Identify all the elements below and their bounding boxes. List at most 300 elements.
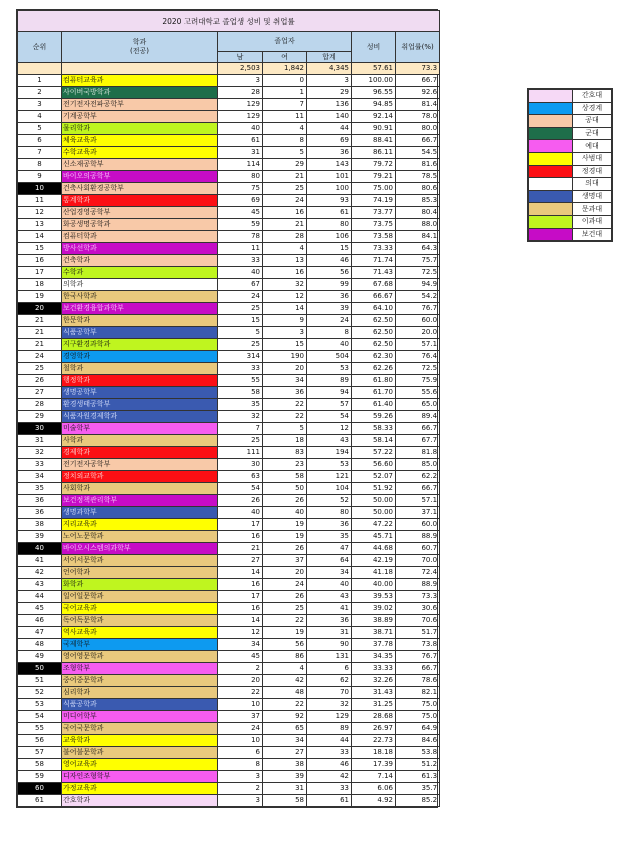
- employment-cell: 55.6: [396, 387, 440, 399]
- ratio-cell: 96.55: [352, 87, 396, 99]
- summary-total: 4,345: [307, 63, 352, 75]
- employment-cell: 94.9: [396, 279, 440, 291]
- department-cell: 체육교육과: [62, 135, 218, 147]
- female-cell: 22: [263, 699, 307, 711]
- employment-cell: 72.5: [396, 267, 440, 279]
- rank-cell: 61: [18, 795, 62, 807]
- male-cell: 14: [218, 567, 263, 579]
- rank-cell: 60: [18, 783, 62, 795]
- ratio-cell: 33.33: [352, 663, 396, 675]
- male-cell: 3: [218, 75, 263, 87]
- employment-cell: 76.7: [396, 651, 440, 663]
- female-cell: 24: [263, 579, 307, 591]
- male-cell: 17: [218, 519, 263, 531]
- table-row: [18, 183, 440, 195]
- department-cell: 서어서문학과: [62, 555, 218, 567]
- male-cell: 28: [218, 87, 263, 99]
- rank-cell: 39: [18, 531, 62, 543]
- total-cell: 24: [307, 315, 352, 327]
- female-cell: 86: [263, 651, 307, 663]
- total-cell: 129: [307, 711, 352, 723]
- female-cell: 14: [263, 303, 307, 315]
- table-row: [18, 579, 440, 591]
- employment-cell: 73.3: [396, 591, 440, 603]
- legend-item: [529, 215, 612, 228]
- employment-cell: 88.0: [396, 219, 440, 231]
- female-cell: 20: [263, 363, 307, 375]
- total-cell: 46: [307, 759, 352, 771]
- legend-item: [529, 115, 612, 128]
- rank-cell: 8: [18, 159, 62, 171]
- department-cell: 국제학부: [62, 639, 218, 651]
- rank-cell: 28: [18, 399, 62, 411]
- female-cell: 56: [263, 639, 307, 651]
- ratio-cell: 73.77: [352, 207, 396, 219]
- department-cell: 통계학과: [62, 195, 218, 207]
- female-cell: 92: [263, 711, 307, 723]
- ratio-cell: 67.68: [352, 279, 396, 291]
- female-cell: 34: [263, 735, 307, 747]
- table-row: [18, 447, 440, 459]
- male-cell: 59: [218, 219, 263, 231]
- table-row: [18, 207, 440, 219]
- table-row: [18, 111, 440, 123]
- male-cell: 6: [218, 747, 263, 759]
- legend-label: 보건대: [573, 228, 612, 241]
- total-cell: 131: [307, 651, 352, 663]
- department-cell: 디자인조형학부: [62, 771, 218, 783]
- employment-cell: 57.1: [396, 339, 440, 351]
- legend-table: [528, 89, 612, 241]
- male-cell: 5: [218, 327, 263, 339]
- female-cell: 22: [263, 615, 307, 627]
- legend-label: 정경대: [573, 165, 612, 178]
- female-cell: 15: [263, 339, 307, 351]
- female-cell: 19: [263, 519, 307, 531]
- department-cell: 식품공학과: [62, 699, 218, 711]
- male-cell: 17: [218, 591, 263, 603]
- department-cell: 한국사학과: [62, 291, 218, 303]
- legend-color-swatch: [529, 165, 573, 178]
- table-row: [18, 399, 440, 411]
- female-cell: 24: [263, 195, 307, 207]
- male-cell: 24: [218, 291, 263, 303]
- table-row: [18, 279, 440, 291]
- ratio-cell: 56.60: [352, 459, 396, 471]
- employment-cell: 80.0: [396, 123, 440, 135]
- female-cell: 7: [263, 99, 307, 111]
- female-cell: 40: [263, 507, 307, 519]
- ratio-cell: 74.19: [352, 195, 396, 207]
- rank-cell: 9: [18, 171, 62, 183]
- employment-cell: 60.0: [396, 315, 440, 327]
- female-cell: 19: [263, 627, 307, 639]
- total-cell: 106: [307, 231, 352, 243]
- employment-cell: 85.0: [396, 459, 440, 471]
- table-row: [18, 699, 440, 711]
- total-cell: 40: [307, 579, 352, 591]
- legend-label: 군대: [573, 127, 612, 140]
- female-cell: 31: [263, 783, 307, 795]
- ratio-cell: 73.75: [352, 219, 396, 231]
- legend-color-swatch: [529, 115, 573, 128]
- header-total: 합계: [307, 52, 352, 63]
- rank-cell: 29: [18, 411, 62, 423]
- table-row: [18, 591, 440, 603]
- total-cell: 61: [307, 207, 352, 219]
- male-cell: 54: [218, 483, 263, 495]
- table-row: [18, 543, 440, 555]
- employment-cell: 88.9: [396, 579, 440, 591]
- department-cell: 전기전자공학부: [62, 459, 218, 471]
- rank-cell: 14: [18, 231, 62, 243]
- female-cell: 38: [263, 759, 307, 771]
- table-row: [18, 495, 440, 507]
- ratio-cell: 90.91: [352, 123, 396, 135]
- employment-cell: 72.4: [396, 567, 440, 579]
- legend-item: [529, 102, 612, 115]
- college-color-legend: [527, 88, 613, 242]
- table-row: [18, 687, 440, 699]
- male-cell: 8: [218, 759, 263, 771]
- table-row: [18, 75, 440, 87]
- legend-color-swatch: [529, 90, 573, 103]
- employment-cell: 70.0: [396, 555, 440, 567]
- summary-female: 1,842: [263, 63, 307, 75]
- employment-cell: 51.7: [396, 627, 440, 639]
- female-cell: 65: [263, 723, 307, 735]
- rank-cell: 20: [18, 303, 62, 315]
- ratio-cell: 31.43: [352, 687, 396, 699]
- employment-cell: 37.1: [396, 507, 440, 519]
- header-employment: 취업률(%): [396, 32, 440, 63]
- table-row: [18, 375, 440, 387]
- rank-cell: 56: [18, 735, 62, 747]
- table-row: [18, 531, 440, 543]
- ratio-cell: 71.43: [352, 267, 396, 279]
- total-cell: 31: [307, 627, 352, 639]
- female-cell: 29: [263, 159, 307, 171]
- employment-cell: 66.7: [396, 663, 440, 675]
- employment-cell: 54.5: [396, 147, 440, 159]
- ratio-cell: 42.19: [352, 555, 396, 567]
- ratio-cell: 61.80: [352, 375, 396, 387]
- male-cell: 58: [218, 387, 263, 399]
- ratio-cell: 39.53: [352, 591, 396, 603]
- table-row: [18, 759, 440, 771]
- header-department: [62, 32, 218, 63]
- department-cell: 보건정책관리학부: [62, 495, 218, 507]
- header-graduates: 졸업자: [218, 32, 352, 52]
- department-cell: 간호학과: [62, 795, 218, 807]
- department-cell: 식품자원경제학과: [62, 411, 218, 423]
- department-cell: 미디어학부: [62, 711, 218, 723]
- header-male: 남: [218, 52, 263, 63]
- rank-cell: 10: [18, 183, 62, 195]
- employment-cell: 81.6: [396, 159, 440, 171]
- table-row: [18, 615, 440, 627]
- female-cell: 11: [263, 111, 307, 123]
- ratio-cell: 32.26: [352, 675, 396, 687]
- ratio-cell: 61.70: [352, 387, 396, 399]
- female-cell: 22: [263, 399, 307, 411]
- employment-cell: 60.0: [396, 519, 440, 531]
- summary-row: [18, 63, 440, 75]
- male-cell: 16: [218, 579, 263, 591]
- table-row: [18, 351, 440, 363]
- rank-cell: 18: [18, 279, 62, 291]
- legend-item: [529, 190, 612, 203]
- rank-cell: 45: [18, 603, 62, 615]
- department-cell: 사회학과: [62, 483, 218, 495]
- table-row: [18, 435, 440, 447]
- female-cell: 27: [263, 747, 307, 759]
- male-cell: 30: [218, 459, 263, 471]
- summary-male: 2,503: [218, 63, 263, 75]
- department-cell: 독어독문학과: [62, 615, 218, 627]
- ratio-cell: 50.00: [352, 507, 396, 519]
- table-row: [18, 519, 440, 531]
- rank-cell: 7: [18, 147, 62, 159]
- female-cell: 83: [263, 447, 307, 459]
- female-cell: 3: [263, 327, 307, 339]
- male-cell: 33: [218, 255, 263, 267]
- department-cell: 영어영문학과: [62, 651, 218, 663]
- department-cell: 일어일문학과: [62, 591, 218, 603]
- table-row: [18, 783, 440, 795]
- department-cell: 경영학과: [62, 351, 218, 363]
- male-cell: 32: [218, 411, 263, 423]
- total-cell: 99: [307, 279, 352, 291]
- male-cell: 33: [218, 363, 263, 375]
- female-cell: 8: [263, 135, 307, 147]
- employment-cell: 89.4: [396, 411, 440, 423]
- ratio-cell: 66.67: [352, 291, 396, 303]
- employment-cell: 51.2: [396, 759, 440, 771]
- ratio-cell: 75.00: [352, 183, 396, 195]
- total-cell: 89: [307, 723, 352, 735]
- department-cell: 바이오시스템의과학부: [62, 543, 218, 555]
- female-cell: 26: [263, 591, 307, 603]
- table-row: [18, 135, 440, 147]
- department-cell: 영어교육과: [62, 759, 218, 771]
- male-cell: 16: [218, 531, 263, 543]
- table-row: [18, 795, 440, 807]
- table-row: [18, 663, 440, 675]
- department-cell: 컴퓨터교육과: [62, 75, 218, 87]
- male-cell: 22: [218, 687, 263, 699]
- female-cell: 42: [263, 675, 307, 687]
- total-cell: 33: [307, 783, 352, 795]
- total-cell: 43: [307, 435, 352, 447]
- male-cell: 3: [218, 795, 263, 807]
- table-row: [18, 291, 440, 303]
- legend-item: [529, 203, 612, 216]
- total-cell: 62: [307, 675, 352, 687]
- rank-cell: 40: [18, 543, 62, 555]
- table-row: [18, 159, 440, 171]
- male-cell: 63: [218, 471, 263, 483]
- table-title: 2020 고려대학교 졸업생 성비 및 취업률: [18, 11, 440, 32]
- employment-cell: 66.7: [396, 75, 440, 87]
- total-cell: 61: [307, 795, 352, 807]
- female-cell: 58: [263, 795, 307, 807]
- department-cell: 지구환경과학과: [62, 339, 218, 351]
- ratio-cell: 31.25: [352, 699, 396, 711]
- ratio-cell: 59.26: [352, 411, 396, 423]
- ratio-cell: 62.50: [352, 339, 396, 351]
- rank-cell: 31: [18, 435, 62, 447]
- female-cell: 22: [263, 411, 307, 423]
- ratio-cell: 64.10: [352, 303, 396, 315]
- employment-cell: 75.0: [396, 711, 440, 723]
- department-cell: 기계공학부: [62, 111, 218, 123]
- male-cell: 40: [218, 123, 263, 135]
- total-cell: 53: [307, 459, 352, 471]
- rank-cell: 59: [18, 771, 62, 783]
- rank-cell: 12: [18, 207, 62, 219]
- table-row: [18, 483, 440, 495]
- female-cell: 5: [263, 423, 307, 435]
- male-cell: 2: [218, 783, 263, 795]
- rank-cell: 38: [18, 519, 62, 531]
- male-cell: 21: [218, 543, 263, 555]
- male-cell: 75: [218, 183, 263, 195]
- department-cell: 물리학과: [62, 123, 218, 135]
- male-cell: 129: [218, 111, 263, 123]
- total-cell: 136: [307, 99, 352, 111]
- legend-item: [529, 165, 612, 178]
- female-cell: 19: [263, 531, 307, 543]
- female-cell: 0: [263, 75, 307, 87]
- department-cell: 화학과: [62, 579, 218, 591]
- legend-item: [529, 127, 612, 140]
- male-cell: 2: [218, 663, 263, 675]
- rank-cell: 25: [18, 363, 62, 375]
- table-row: [18, 303, 440, 315]
- rank-cell: 21: [18, 339, 62, 351]
- header-department-line2: (전공): [130, 47, 149, 55]
- rank-cell: 2: [18, 87, 62, 99]
- ratio-cell: 73.58: [352, 231, 396, 243]
- total-cell: 64: [307, 555, 352, 567]
- department-cell: 심리학과: [62, 687, 218, 699]
- rank-cell: 21: [18, 327, 62, 339]
- header-department-line1: 학과: [132, 38, 147, 46]
- ratio-cell: 58.33: [352, 423, 396, 435]
- department-cell: 신소재공학부: [62, 159, 218, 171]
- ratio-cell: 92.14: [352, 111, 396, 123]
- ratio-cell: 57.22: [352, 447, 396, 459]
- female-cell: 25: [263, 603, 307, 615]
- employment-cell: 85.2: [396, 795, 440, 807]
- department-cell: 행정학과: [62, 375, 218, 387]
- total-cell: 80: [307, 507, 352, 519]
- rank-cell: 47: [18, 627, 62, 639]
- rank-cell: 6: [18, 135, 62, 147]
- table-row: [18, 267, 440, 279]
- table-row: [18, 315, 440, 327]
- legend-color-swatch: [529, 203, 573, 216]
- employment-cell: 78.0: [396, 111, 440, 123]
- rank-cell: 51: [18, 675, 62, 687]
- male-cell: 61: [218, 135, 263, 147]
- ratio-cell: 62.30: [352, 351, 396, 363]
- total-cell: 34: [307, 567, 352, 579]
- female-cell: 34: [263, 375, 307, 387]
- department-cell: 불어불문학과: [62, 747, 218, 759]
- rank-cell: 26: [18, 375, 62, 387]
- total-cell: 41: [307, 603, 352, 615]
- employment-cell: 85.3: [396, 195, 440, 207]
- ratio-cell: 88.41: [352, 135, 396, 147]
- male-cell: 69: [218, 195, 263, 207]
- ratio-cell: 22.73: [352, 735, 396, 747]
- female-cell: 4: [263, 663, 307, 675]
- department-cell: 국어국문학과: [62, 723, 218, 735]
- ratio-cell: 62.26: [352, 363, 396, 375]
- total-cell: 36: [307, 519, 352, 531]
- rank-cell: 44: [18, 591, 62, 603]
- male-cell: 80: [218, 171, 263, 183]
- table-row: [18, 339, 440, 351]
- legend-item: [529, 228, 612, 241]
- female-cell: 58: [263, 471, 307, 483]
- legend-label: 문과대: [573, 203, 612, 216]
- table-row: [18, 363, 440, 375]
- female-cell: 20: [263, 567, 307, 579]
- department-cell: 지리교육과: [62, 519, 218, 531]
- employment-cell: 80.4: [396, 207, 440, 219]
- rank-cell: 34: [18, 471, 62, 483]
- rank-cell: 19: [18, 291, 62, 303]
- total-cell: 44: [307, 123, 352, 135]
- department-cell: 조형학부: [62, 663, 218, 675]
- ratio-cell: 62.50: [352, 327, 396, 339]
- employment-cell: 62.2: [396, 471, 440, 483]
- employment-cell: 61.3: [396, 771, 440, 783]
- male-cell: 45: [218, 651, 263, 663]
- total-cell: 69: [307, 135, 352, 147]
- rank-cell: 21: [18, 315, 62, 327]
- department-cell: 화공생명공학과: [62, 219, 218, 231]
- graduate-table-sheet: [16, 9, 438, 808]
- legend-item: [529, 152, 612, 165]
- table-row: [18, 195, 440, 207]
- department-cell: 생명과학부: [62, 507, 218, 519]
- male-cell: 24: [218, 723, 263, 735]
- table-row: [18, 123, 440, 135]
- table-row: [18, 639, 440, 651]
- department-cell: 의학과: [62, 279, 218, 291]
- department-cell: 수학과: [62, 267, 218, 279]
- female-cell: 48: [263, 687, 307, 699]
- table-row: [18, 711, 440, 723]
- table-row: [18, 423, 440, 435]
- table-row: [18, 459, 440, 471]
- department-cell: 언어학과: [62, 567, 218, 579]
- total-cell: 36: [307, 147, 352, 159]
- rank-cell: 43: [18, 579, 62, 591]
- legend-item: [529, 178, 612, 191]
- rank-cell: 57: [18, 747, 62, 759]
- male-cell: 25: [218, 339, 263, 351]
- legend-label: 예대: [573, 140, 612, 153]
- male-cell: 10: [218, 735, 263, 747]
- legend-item: [529, 140, 612, 153]
- table-row: [18, 387, 440, 399]
- legend-label: 사범대: [573, 152, 612, 165]
